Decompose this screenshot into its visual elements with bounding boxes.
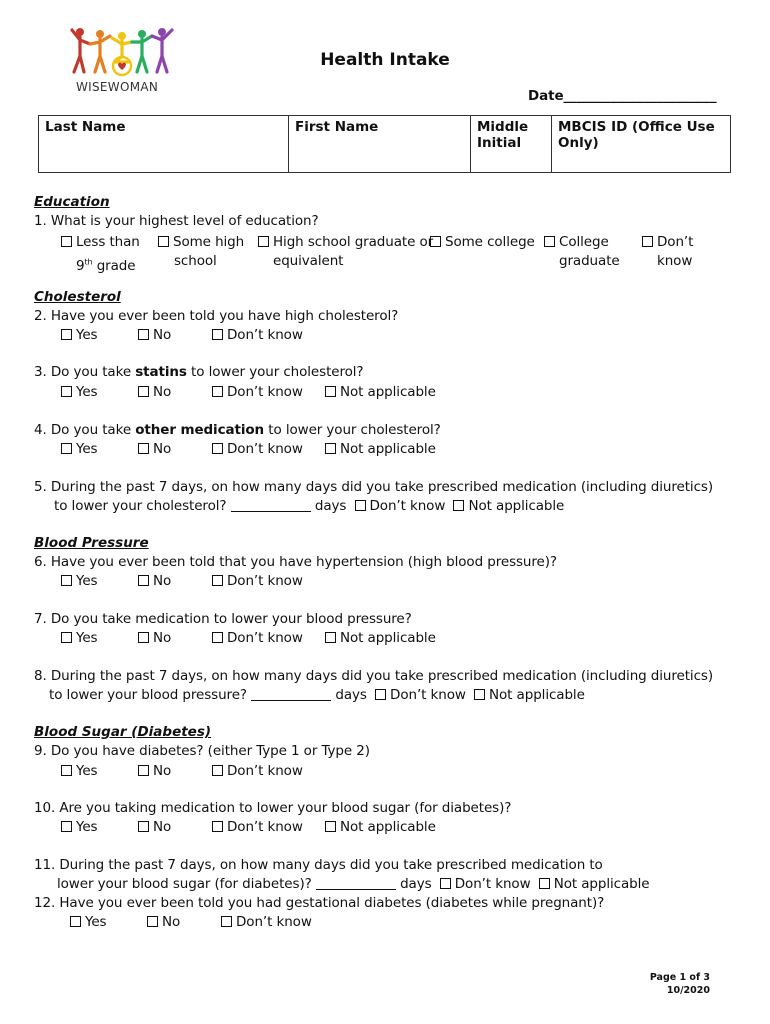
question-12: 12. Have you ever been told you had gestational diabetes (diabetes while pregnant)? [34,895,605,911]
mbcis-id-field[interactable] [552,116,731,173]
section-cholesterol: Cholesterol [34,289,121,305]
checkbox-icon[interactable] [147,916,158,927]
q11-text: lower your blood sugar (for diabetes)? [57,876,316,892]
q7-no[interactable] [138,630,171,646]
option-label: Yes [76,441,98,457]
option-label: College [559,234,609,250]
checkbox-icon[interactable] [61,821,72,832]
option-label: Yes [76,573,98,589]
q7-not-applicable[interactable] [325,630,436,646]
q3-text: 3. Do you take [34,364,136,380]
option-label: No [162,914,181,930]
checkbox-icon[interactable] [61,632,72,643]
option-label-2: graduate [559,253,620,269]
q5-days-input[interactable] [231,499,311,512]
q12-yes[interactable] [70,914,107,930]
days-label: days [335,687,367,703]
option-label: Don’t [657,234,694,250]
section-education: Education [34,194,110,210]
question-7: 7. Do you take medication to lower your blood pressure? [34,611,412,627]
q4-yes[interactable] [61,441,98,457]
option-label: Don’t know [236,914,312,930]
option-label: No [153,763,172,779]
option-label: Yes [76,763,98,779]
option-dont-know[interactable] [642,233,693,271]
q4-bold: other medication [135,422,265,438]
option-label: Don’t know [227,630,303,646]
q4-text: 4. Do you take [34,422,136,438]
checkbox-icon[interactable] [258,236,269,247]
days-label: days [314,498,347,514]
option-label: No [153,327,172,343]
checkbox-icon[interactable] [61,386,72,397]
checkbox-icon[interactable] [61,236,72,247]
q9-no[interactable] [138,763,171,779]
q6-dont-know[interactable] [212,573,303,589]
checkbox-icon[interactable] [325,443,336,454]
checkbox-icon[interactable] [212,821,223,832]
q4-dont-know[interactable] [212,441,303,457]
q7-yes[interactable] [61,630,98,646]
option-label: No [153,573,172,589]
option-label: Don’t know [454,876,531,892]
checkbox-icon[interactable] [375,689,386,700]
option-label: Don’t know [227,384,303,400]
q12-no[interactable] [147,914,180,930]
name-table [38,115,731,173]
option-label-2: equivalent [273,253,344,269]
q4-no[interactable] [138,441,171,457]
q10-no[interactable] [138,819,171,835]
checkbox-icon[interactable] [539,878,550,889]
q9-dont-know[interactable] [212,763,303,779]
option-label-2: school [174,253,217,269]
q3-not-applicable[interactable] [325,384,436,400]
grade-suffix: th [84,257,93,266]
option-label: Not applicable [468,498,565,514]
option-label: High school graduate or [273,234,434,250]
option-some-college[interactable] [430,233,535,252]
page-title: Health Intake [320,50,450,70]
q12-dont-know[interactable] [221,914,312,930]
option-label: No [153,819,172,835]
question-6: 6. Have you ever been told that you have hypertension (high blood pressure)? [34,554,557,570]
option-label: Don’t know [227,763,303,779]
checkbox-icon[interactable] [474,689,485,700]
question-10: 10. Are you taking medication to lower your blood sugar (for diabetes)? [34,800,512,816]
option-label: Not applicable [340,819,436,835]
option-label: Don’t know [227,573,303,589]
q7-dont-know[interactable] [212,630,303,646]
checkbox-icon[interactable] [138,632,149,643]
option-less-than-9th[interactable] [61,233,140,276]
middle-initial-label-2: Initial [477,135,522,151]
first-name-label: First Name [295,119,379,135]
grade-number: 9 [76,257,85,274]
option-label: Not applicable [553,876,650,892]
checkbox-icon[interactable] [440,878,451,889]
option-label: Less than [76,234,140,250]
q3-no[interactable] [138,384,171,400]
checkbox-icon[interactable] [61,575,72,586]
option-label: Don’t know [227,327,303,343]
checkbox-icon[interactable] [355,500,366,511]
option-label-2 [61,258,135,274]
option-label-2: know [657,253,693,269]
checkbox-icon[interactable] [325,386,336,397]
q10-not-applicable[interactable] [325,819,436,835]
option-label: Don’t know [369,498,446,514]
days-label: days [400,876,432,892]
checkbox-icon[interactable] [212,386,223,397]
q10-dont-know[interactable] [212,819,303,835]
option-label: Don’t know [227,819,303,835]
checkbox-icon[interactable] [544,236,555,247]
checkbox-icon[interactable] [158,236,169,247]
question-1: 1. What is your highest level of education? [34,213,319,229]
q2-yes[interactable] [61,327,98,343]
option-label: Yes [76,819,98,835]
option-college-graduate[interactable] [544,233,620,271]
q6-no[interactable] [138,573,171,589]
option-label: Not applicable [340,441,436,457]
q3-text-2: to lower your cholesterol? [186,364,364,380]
q2-no[interactable] [138,327,171,343]
question-5-line-2 [54,498,564,514]
date-field[interactable]: Date_______________________ [528,88,717,104]
checkbox-icon[interactable] [138,765,149,776]
section-blood-sugar: Blood Sugar (Diabetes) [34,724,212,740]
q11-days-input[interactable] [316,877,396,890]
question-5: 5. During the past 7 days, on how many days did you take prescribed medication (including diuretics) [34,479,714,495]
q2-dont-know[interactable] [212,327,303,343]
checkbox-icon[interactable] [212,443,223,454]
revision-date: 10/2020 [666,985,710,996]
checkbox-icon[interactable] [221,916,232,927]
option-label: Some high [173,234,245,250]
option-label: Yes [76,384,98,400]
question-3 [34,364,364,380]
q4-text-2: to lower your cholesterol? [264,422,441,438]
checkbox-icon[interactable] [138,821,149,832]
question-8: 8. During the past 7 days, on how many days did you take prescribed medication (including diuretics) [34,668,714,684]
question-11-line-2 [57,876,650,892]
middle-initial-field[interactable] [471,116,552,173]
question-11: 11. During the past 7 days, on how many days did you take prescribed medication to [34,857,603,873]
option-label: Don’t know [227,441,303,457]
first-name-field[interactable] [289,116,471,173]
last-name-field[interactable] [39,116,289,173]
middle-initial-label: Middle [477,119,529,135]
checkbox-icon[interactable] [212,765,223,776]
option-label: No [153,384,172,400]
option-label: Not applicable [340,630,436,646]
option-label: No [153,441,172,457]
q3-bold: statins [135,364,187,380]
q8-days-input[interactable] [251,688,331,701]
question-9: 9. Do you have diabetes? (either Type 1 or Type 2) [34,743,370,759]
checkbox-icon[interactable] [61,443,72,454]
checkbox-icon[interactable] [138,329,149,340]
last-name-label: Last Name [45,119,126,135]
q4-not-applicable[interactable] [325,441,436,457]
q10-yes[interactable] [61,819,98,835]
q3-yes[interactable] [61,384,98,400]
q8-text: to lower your blood pressure? [49,687,252,703]
mbcis-id-label-2: Only) [558,135,599,151]
checkbox-icon[interactable] [138,443,149,454]
question-4 [34,422,441,438]
option-label: Yes [76,327,98,343]
q9-yes[interactable] [61,763,98,779]
checkbox-icon[interactable] [642,236,653,247]
option-label: Don’t know [390,687,466,703]
checkbox-icon[interactable] [61,329,72,340]
checkbox-icon[interactable] [138,386,149,397]
checkbox-icon[interactable] [212,575,223,586]
checkbox-icon[interactable] [430,236,441,247]
checkbox-icon[interactable] [212,329,223,340]
option-some-high-school[interactable] [158,233,244,271]
checkbox-icon[interactable] [325,821,336,832]
q5-text: to lower your cholesterol? [54,498,231,514]
page-number: Page 1 of 3 [649,972,710,983]
checkbox-icon[interactable] [325,632,336,643]
option-label: Not applicable [489,687,585,703]
checkbox-icon[interactable] [61,765,72,776]
option-label: No [153,630,172,646]
grade-word: grade [92,257,136,274]
question-8-line-2 [49,687,585,703]
checkbox-icon[interactable] [453,500,464,511]
mbcis-id-label: MBCIS ID (Office Use [558,119,715,135]
option-high-school-graduate[interactable] [258,233,433,271]
option-label: Yes [76,630,98,646]
q3-dont-know[interactable] [212,384,303,400]
q6-yes[interactable] [61,573,98,589]
option-label: Not applicable [340,384,436,400]
question-2: 2. Have you ever been told you have high cholesterol? [34,308,399,324]
checkbox-icon[interactable] [138,575,149,586]
section-blood-pressure: Blood Pressure [34,535,149,551]
checkbox-icon[interactable] [212,632,223,643]
logo-text: WISEWOMAN [76,80,159,94]
checkbox-icon[interactable] [70,916,81,927]
option-label: Yes [85,914,107,930]
option-label: Some college [445,234,535,250]
